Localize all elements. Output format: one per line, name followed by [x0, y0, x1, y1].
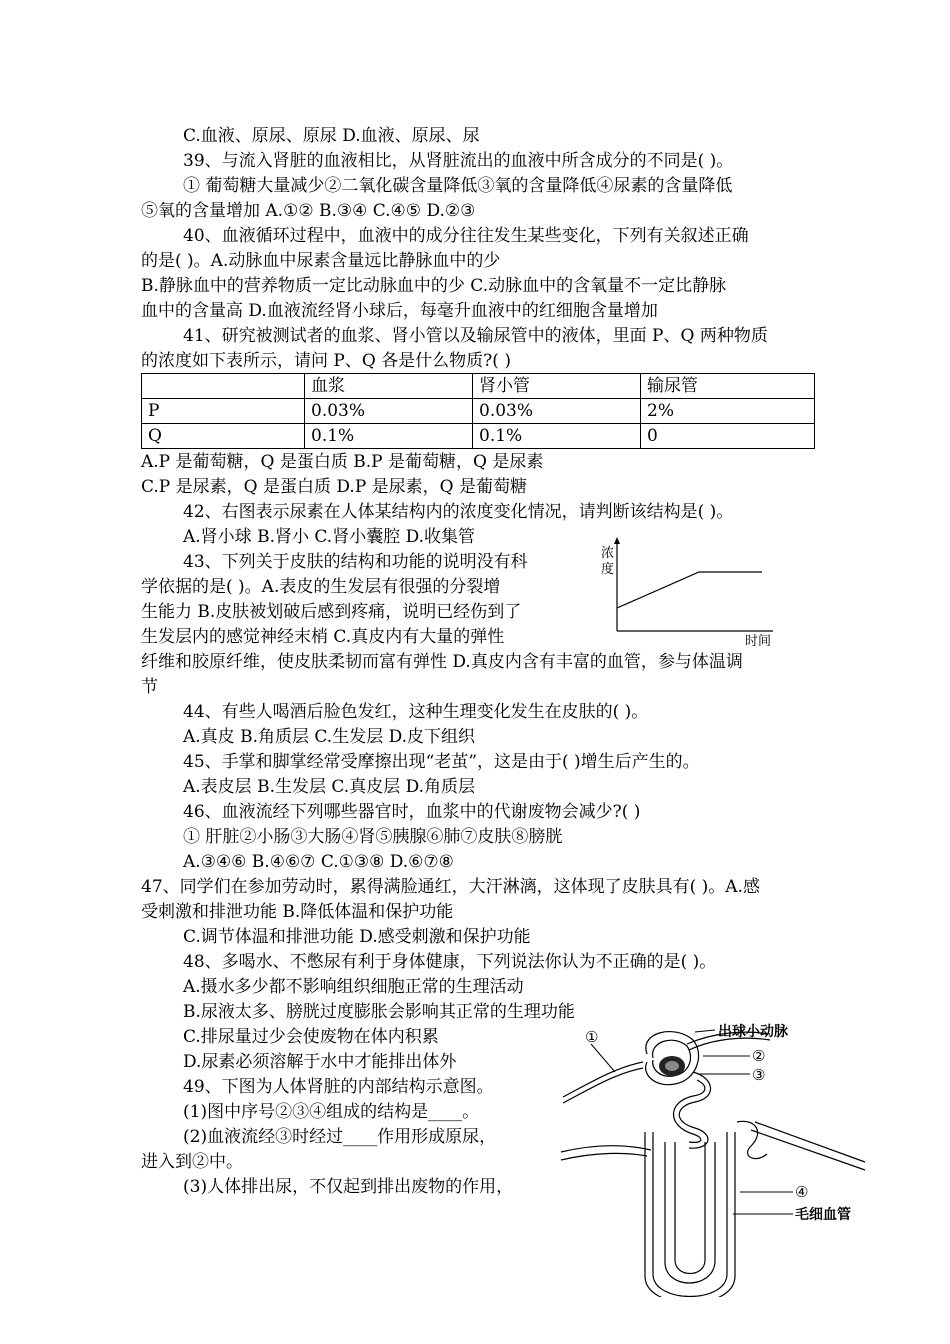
text-line: ⑤氧的含量增加 A.①② B.③④ C.④⑤ D.②③: [141, 201, 476, 221]
text-line: C.调节体温和排泄功能 D.感受刺激和保护功能: [183, 927, 531, 947]
text-line: 的浓度如下表所示，请问 P、Q 各是什么物质?( ): [141, 351, 511, 371]
question-48: 48、多喝水、不憋尿有利于身体健康，下列说法你认为不正确的是( )。: [183, 952, 717, 972]
text-line: A.肾小球 B.肾小 C.肾小囊腔 D.收集管: [183, 527, 476, 547]
text-line: C.排尿量过少会使废物在体内积累: [183, 1027, 439, 1047]
text-line: A.真皮 B.角质层 C.生发层 D.皮下组织: [183, 727, 476, 747]
question-44: 44、有些人喝酒后脸色发红，这种生理变化发生在皮肤的( )。: [183, 702, 649, 722]
text-line: 受刺激和排泄功能 B.降低体温和保护功能: [141, 902, 454, 922]
table-cell: 肾小管: [473, 374, 641, 399]
capillary-network: [653, 1132, 727, 1297]
text-line: 的是( )。A.动脉血中尿素含量远比静脉血中的少: [141, 251, 501, 271]
text-line: (2)血液流经③时经过____作用形成原尿，: [183, 1127, 497, 1147]
y-axis-arrow: [614, 537, 620, 544]
text-line: B.尿液太多、膀胱过度膨胀会影响其正常的生理功能: [183, 1002, 575, 1022]
table-cell: 0: [641, 424, 815, 449]
y-axis-label-1: 浓: [601, 546, 615, 561]
text-line: D.尿素必须溶解于水中才能排出体外: [183, 1052, 457, 1072]
text-line: (3)人体排出尿，不仅起到排出废物的作用，: [183, 1177, 514, 1197]
text-line: 生能力 B.皮肤被划破后感到疼痛，说明已经伤到了: [141, 602, 522, 622]
nephron-diagram: [555, 1022, 875, 1297]
text-line: A.摄水多少都不影响组织细胞正常的生理活动: [183, 977, 524, 997]
loop-of-henle: [665, 1142, 715, 1283]
question-42: 42、右图表示尿素在人体某结构内的浓度变化情况，请判断该结构是( )。: [183, 502, 734, 522]
label-2: ②: [752, 1047, 766, 1065]
text-line: B.静脉血中的营养物质一定比动脉血中的少 C.动脉血中的含氧量不一定比静脉: [141, 276, 727, 296]
x-axis-label: 时间: [745, 634, 772, 647]
label-4: ④: [795, 1183, 809, 1201]
table-cell: 输尿管: [641, 374, 815, 399]
question-45: 45、手掌和脚掌经常受摩擦出现“老茧”，这是由于( )增生后产生的。: [183, 752, 700, 772]
text-line: A.表皮层 B.生发层 C.真皮层 D.角质层: [183, 777, 476, 797]
text-line: A.③④⑥ B.④⑥⑦ C.①③⑧ D.⑥⑦⑧: [183, 852, 454, 872]
text-line: 血中的含量高 D.血液流经肾小球后，每毫升血液中的红细胞含量增加: [141, 301, 658, 321]
label-3: ③: [752, 1066, 766, 1084]
table-cell: 2%: [641, 399, 815, 424]
question-49: 49、下图为人体肾脏的内部结构示意图。: [183, 1077, 494, 1097]
question-43: 43、下列关于皮肤的结构和功能的说明没有科: [183, 552, 528, 572]
text-line: ① 肝脏②小肠③大肠④肾⑤胰腺⑥肺⑦皮肤⑧膀胱: [183, 827, 563, 847]
table-cell: P: [142, 399, 305, 424]
text-line: C.血液、原尿、原尿 D.血液、原尿、尿: [183, 126, 480, 146]
text-line: 节: [141, 677, 158, 697]
concentration-table: [141, 373, 815, 449]
text-line: 纤维和胶原纤维，使皮肤柔韧而富有弹性 D.真皮内含有丰富的血管，参与体温调: [141, 652, 743, 672]
text-line: ① 葡萄糖大量减少②二氧化碳含量降低③氧的含量降低④尿素的含量降低: [183, 176, 733, 196]
text-line: (1)图中序号②③④组成的结构是____。: [183, 1102, 480, 1122]
afferent-vessel: [563, 1062, 643, 1097]
table-cell: 0.03%: [305, 399, 473, 424]
table-cell: [142, 374, 305, 399]
question-47: 47、同学们在参加劳动时，累得满脸通红，大汗淋漓，这体现了皮肤具有( )。A.感: [141, 877, 760, 897]
question-46: 46、血液流经下列哪些器官时，血浆中的代谢废物会减少?( ): [183, 802, 641, 822]
text-line: 学依据的是( )。A.表皮的生发层有很强的分裂增: [141, 577, 501, 597]
convoluted-tubule: [679, 1072, 710, 1148]
table-cell: 血浆: [305, 374, 473, 399]
text-line: 进入到②中。: [141, 1152, 243, 1172]
concentration-line: [617, 572, 762, 608]
table-cell: 0.1%: [305, 424, 473, 449]
question-41: 41、研究被测试者的血浆、肾小管以及输尿管中的液体，里面 P、Q 两种物质: [183, 326, 768, 346]
collecting-duct: [755, 1122, 865, 1162]
table-row: [142, 399, 815, 424]
question-40: 40、血液循环过程中，血液中的成分往往发生某些变化，下列有关叙述正确: [183, 226, 749, 246]
table-header-row: [142, 374, 815, 399]
label-1: ①: [585, 1028, 599, 1046]
label-efferent-arteriole: 出球小动脉: [718, 1024, 788, 1040]
text-line: 生发层内的感觉神经末梢 C.真皮内有大量的弹性: [141, 627, 505, 647]
text-line: A.P 是葡萄糖，Q 是蛋白质 B.P 是葡萄糖，Q 是尿素: [141, 452, 544, 472]
table-row: [142, 424, 815, 449]
concentration-graph: [595, 535, 795, 647]
y-axis-label-2: 度: [601, 562, 615, 577]
text-line: C.P 是尿素，Q 是蛋白质 D.P 是尿素，Q 是葡萄糖: [141, 477, 528, 497]
table-cell: Q: [142, 424, 305, 449]
question-39: 39、与流入肾脏的血液相比，从肾脏流出的血液中所含成分的不同是( )。: [183, 151, 734, 171]
label-capillary: 毛细血管: [795, 1207, 851, 1223]
table-cell: 0.03%: [473, 399, 641, 424]
table-cell: 0.1%: [473, 424, 641, 449]
